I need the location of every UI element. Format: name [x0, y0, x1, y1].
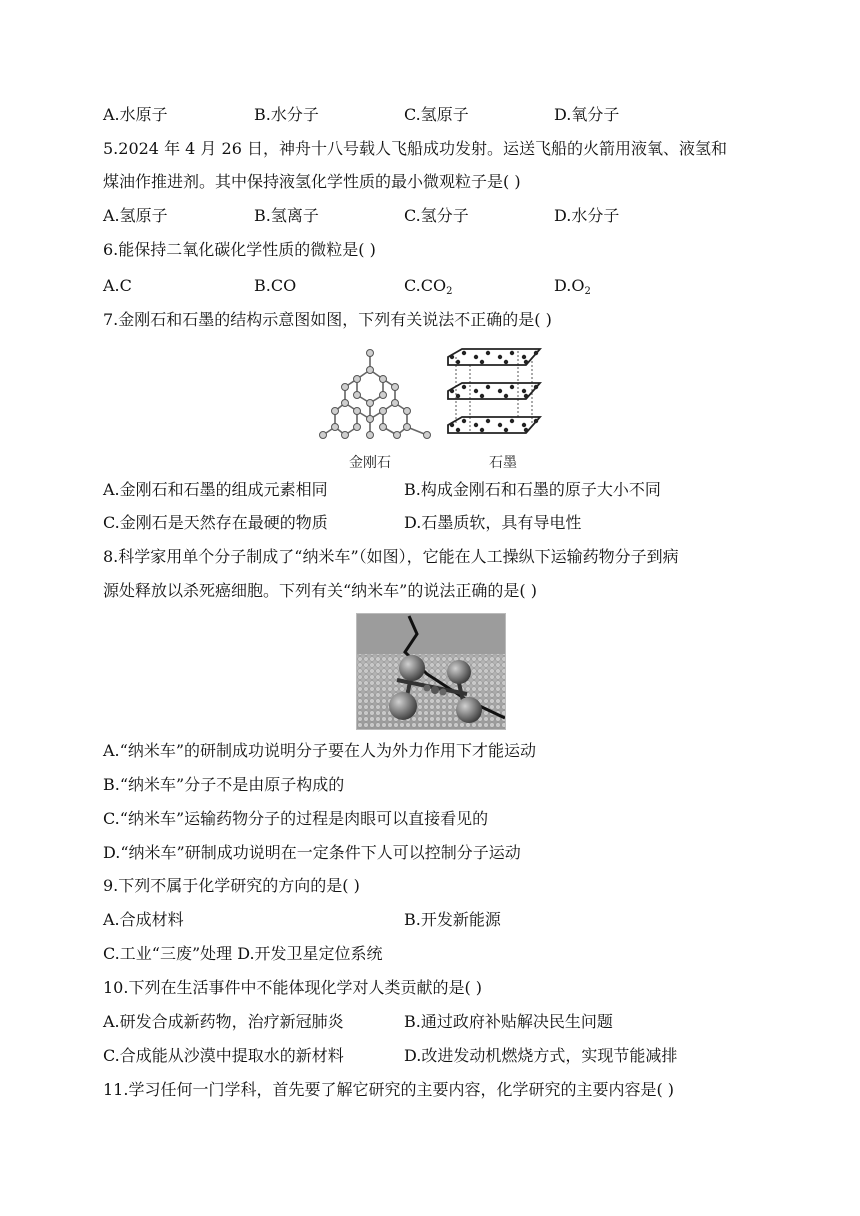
- q7-stem: 7.金刚石和石墨的结构示意图如图，下列有关说法不正确的是( ): [103, 310, 552, 329]
- q9-option-b: B.开发新能源: [404, 910, 501, 929]
- q6-option-c-subscript: 2: [446, 286, 453, 297]
- q8-stem-line1: 8.科学家用单个分子制成了“纳米车”（如图），它能在人工操纵下运输药物分子到病: [103, 547, 679, 566]
- nanocar-illustration: [357, 614, 505, 729]
- q10-option-a: A.研发合成新药物，治疗新冠肺炎: [103, 1012, 344, 1031]
- nanocar-image: [356, 613, 506, 730]
- q7-option-d: D.石墨质软，具有导电性: [404, 513, 582, 532]
- q4-option-c: C.氢原子: [404, 105, 469, 124]
- q6-option-d-subscript: 2: [584, 286, 591, 297]
- q9-stem: 9.下列不属于化学研究的方向的是( ): [103, 876, 360, 895]
- q5-option-d: D.水分子: [554, 206, 620, 225]
- q6-option-c-formula: CO: [420, 276, 447, 295]
- graphite-structure-figure: [442, 345, 546, 437]
- q4-option-d: D.氧分子: [554, 105, 620, 124]
- q5-option-a: A.氢原子: [103, 206, 168, 225]
- q5-option-b: B.氢离子: [254, 206, 319, 225]
- q6-option-a: A.C: [103, 276, 132, 295]
- q4-option-a: A.水原子: [103, 105, 168, 124]
- q9-option-a: A.合成材料: [103, 910, 184, 929]
- q10-option-d: D.改进发动机燃烧方式，实现节能减排: [404, 1046, 678, 1065]
- q6-option-c-prefix: C.: [404, 276, 421, 295]
- q6-option-c: [404, 275, 453, 303]
- q7-option-a: A.金刚石和石墨的组成元素相同: [103, 480, 328, 499]
- diamond-structure-figure: [315, 345, 435, 445]
- q10-option-b: B.通过政府补贴解决民生问题: [404, 1012, 613, 1031]
- q8-option-c: C.“纳米车”运输药物分子的过程是肉眼可以直接看见的: [103, 809, 489, 828]
- q5-stem-line1: 5.2024 年 4 月 26 日，神舟十八号载人飞船成功发射。运送飞船的火箭用液氧、液氢和: [103, 139, 727, 158]
- q6-option-b: B.CO: [254, 276, 297, 295]
- q6-option-d-prefix: D.: [554, 276, 572, 295]
- diamond-caption: 金刚石: [349, 455, 391, 471]
- q7-option-c: C.金刚石是天然存在最硬的物质: [103, 513, 328, 532]
- q5-stem-line2: 煤油作推进剂。其中保持液氢化学性质的最小微观粒子是( ): [103, 172, 521, 191]
- q11-stem: 11.学习任何一门学科，首先要了解它研究的主要内容，化学研究的主要内容是( ): [103, 1080, 675, 1099]
- q6-option-d: [554, 275, 591, 303]
- q8-option-a: A.“纳米车”的研制成功说明分子要在人为外力作用下才能运动: [103, 741, 537, 760]
- q7-option-b: B.构成金刚石和石墨的原子大小不同: [404, 480, 661, 499]
- q4-option-b: B.水分子: [254, 105, 319, 124]
- graphite-caption: 石墨: [489, 455, 517, 471]
- q8-option-d: D.“纳米车”研制成功说明在一定条件下人可以控制分子运动: [103, 843, 521, 862]
- q8-option-b: B.“纳米车”分子不是由原子构成的: [103, 775, 345, 794]
- q6-stem: 6.能保持二氧化碳化学性质的微粒是( ): [103, 240, 376, 259]
- q6-option-d-formula: O: [571, 276, 585, 295]
- q9-options-cd: C.工业“三废”处理 D.开发卫星定位系统: [103, 944, 383, 963]
- q10-option-c: C.合成能从沙漠中提取水的新材料: [103, 1046, 344, 1065]
- q5-option-c: C.氢分子: [404, 206, 469, 225]
- q10-stem: 10.下列在生活事件中不能体现化学对人类贡献的是( ): [103, 978, 483, 997]
- q8-stem-line2: 源处释放以杀死癌细胞。下列有关“纳米车”的说法正确的是( ): [103, 581, 537, 600]
